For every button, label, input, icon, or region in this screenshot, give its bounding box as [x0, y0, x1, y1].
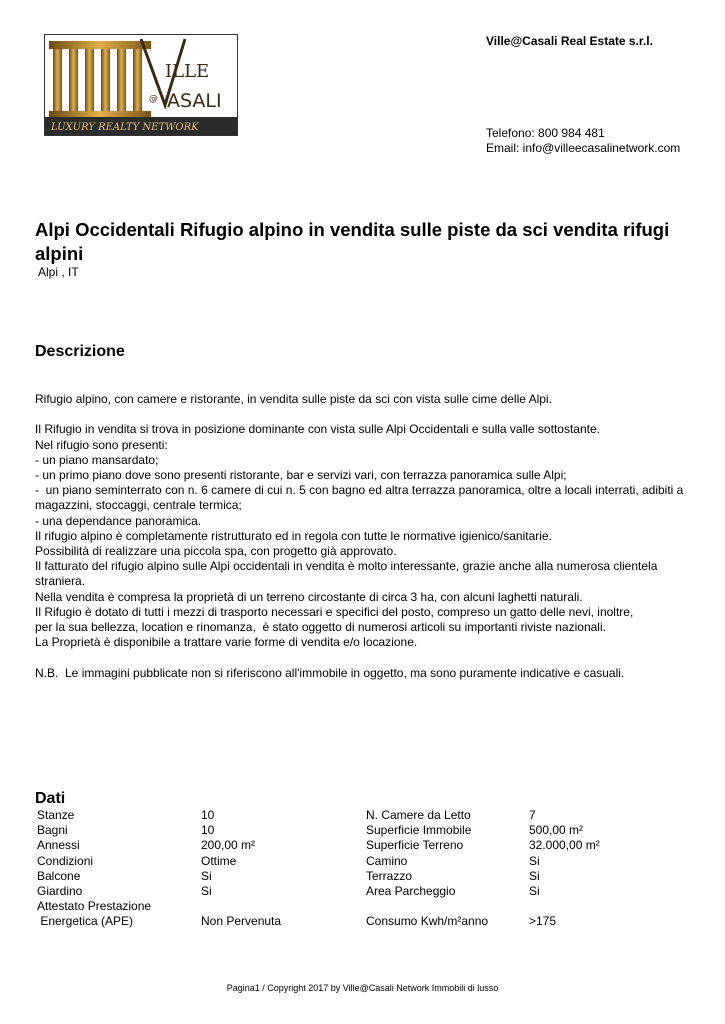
data-label: Camino [366, 853, 408, 868]
company-name: Ville@Casali Real Estate s.r.l. [486, 34, 653, 48]
data-label: Bagni [37, 823, 68, 838]
data-value: 200,00 m² [201, 838, 256, 853]
ape-label-line2: Energetica (APE) [37, 914, 134, 929]
data-label: Terrazzo [366, 868, 413, 883]
description-paragraph: Rifugio alpino, con camere e ristorante, in vendita sulle piste da sci con vista sulle cime delle Alpi. [35, 392, 552, 406]
data-label: Superficie Terreno [366, 838, 464, 853]
data-value: 32.000,00 m² [529, 838, 600, 853]
ape-value: Non Pervenuta [201, 914, 282, 929]
description-body [35, 392, 695, 681]
data-value: 500,00 m² [529, 823, 584, 838]
data-label: Balcone [37, 868, 81, 883]
data-value: 7 [529, 808, 536, 822]
consumption-value: >175 [529, 914, 557, 929]
ape-label-line1: Attestato Prestazione [37, 899, 152, 914]
description-paragraph: Il Rifugio in vendita si trova in posizione dominante con vista sulle Alpi Occidentali e sulla valle sottostante. Nel rifugio sono presenti: - un piano mansardato; - un primo piano dove sono presenti ristorante, bar e servizi vari, con terrazza panoramica sulle Alpi; - un piano seminterrato con n. 6 camere di cui n. 5 con bagno ed altra terrazza panoramica, oltre a locali interrati, adibiti a magazzini, stoccaggi, centrale termica; - una dependance panoramica. Il rifugio alpino è completamente ristrutturato ed in regola con tutte le normative igienico/sanitarie. Possibilità di realizzare una piccola spa, con progetto già approvato. Il fatturato del rifugio alpino sulle Alpi occidentali in vendita è molto interessante, grazie anche alla numerosa clientela straniera. Nella vendita è compresa la proprietà di un terreno circostante di circa 3 ha, con alcuni laghetti naturali. Il Rifugio è dotato di tutti i mezzi di trasporto necessari e specifici del posto, compreso un gatto delle nevi, inoltre, per la sua bellezza, location e rinomanza, è stato oggetto di numerosi articoli su importanti riviste nazionali. La Proprietà è disponibile a trattare varie forme di vendita e/o locazione. [35, 422, 684, 650]
email-address: Email: info@villeecasalinetwork.com [486, 141, 681, 155]
data-label: Giardino [37, 883, 83, 898]
data-label: Annessi [37, 838, 80, 853]
logo-brand-bottom: ASALI [167, 90, 222, 112]
data-label: Condizioni [37, 853, 94, 868]
data-heading: Dati [35, 790, 66, 807]
data-value: Si [201, 883, 212, 898]
phone-number: Telefono: 800 984 481 [486, 126, 605, 140]
data-value: Ottime [201, 853, 237, 868]
logo-brand-top: ILLE [165, 61, 210, 82]
data-label: N. Camere da Letto [366, 808, 471, 822]
contact-block [486, 126, 680, 156]
logo-graphic [45, 35, 237, 135]
company-logo [44, 34, 238, 136]
description-heading: Descrizione [35, 343, 125, 360]
data-value: 10 [201, 823, 215, 838]
data-label: Stanze [37, 808, 75, 822]
data-value: Si [529, 853, 540, 868]
data-value: 10 [201, 808, 215, 822]
logo-at-sign: @ [149, 94, 158, 104]
listing-title: Alpi Occidentali Rifugio alpino in vendita sulle piste da sci vendita rifugi alpini [35, 219, 670, 264]
consumption-label: Consumo Kwh/m²anno [366, 914, 489, 929]
description-paragraph: N.B. Le immagini pubblicate non si riferiscono all'immobile in oggetto, ma sono puramente indicative e casuali. [35, 665, 625, 680]
data-value: Si [529, 883, 540, 898]
page-footer: Pagina1 / Copyright 2017 by Ville@Casali Network Immobili di lusso [226, 983, 499, 993]
data-label: Superficie Immobile [366, 823, 472, 838]
data-label: Area Parcheggio [366, 883, 456, 898]
data-value: Si [201, 868, 212, 883]
listing-location: Alpi , IT [38, 265, 79, 279]
data-value: Si [529, 868, 540, 883]
logo-tagline: LUXURY REALTY NETWORK [51, 122, 199, 133]
